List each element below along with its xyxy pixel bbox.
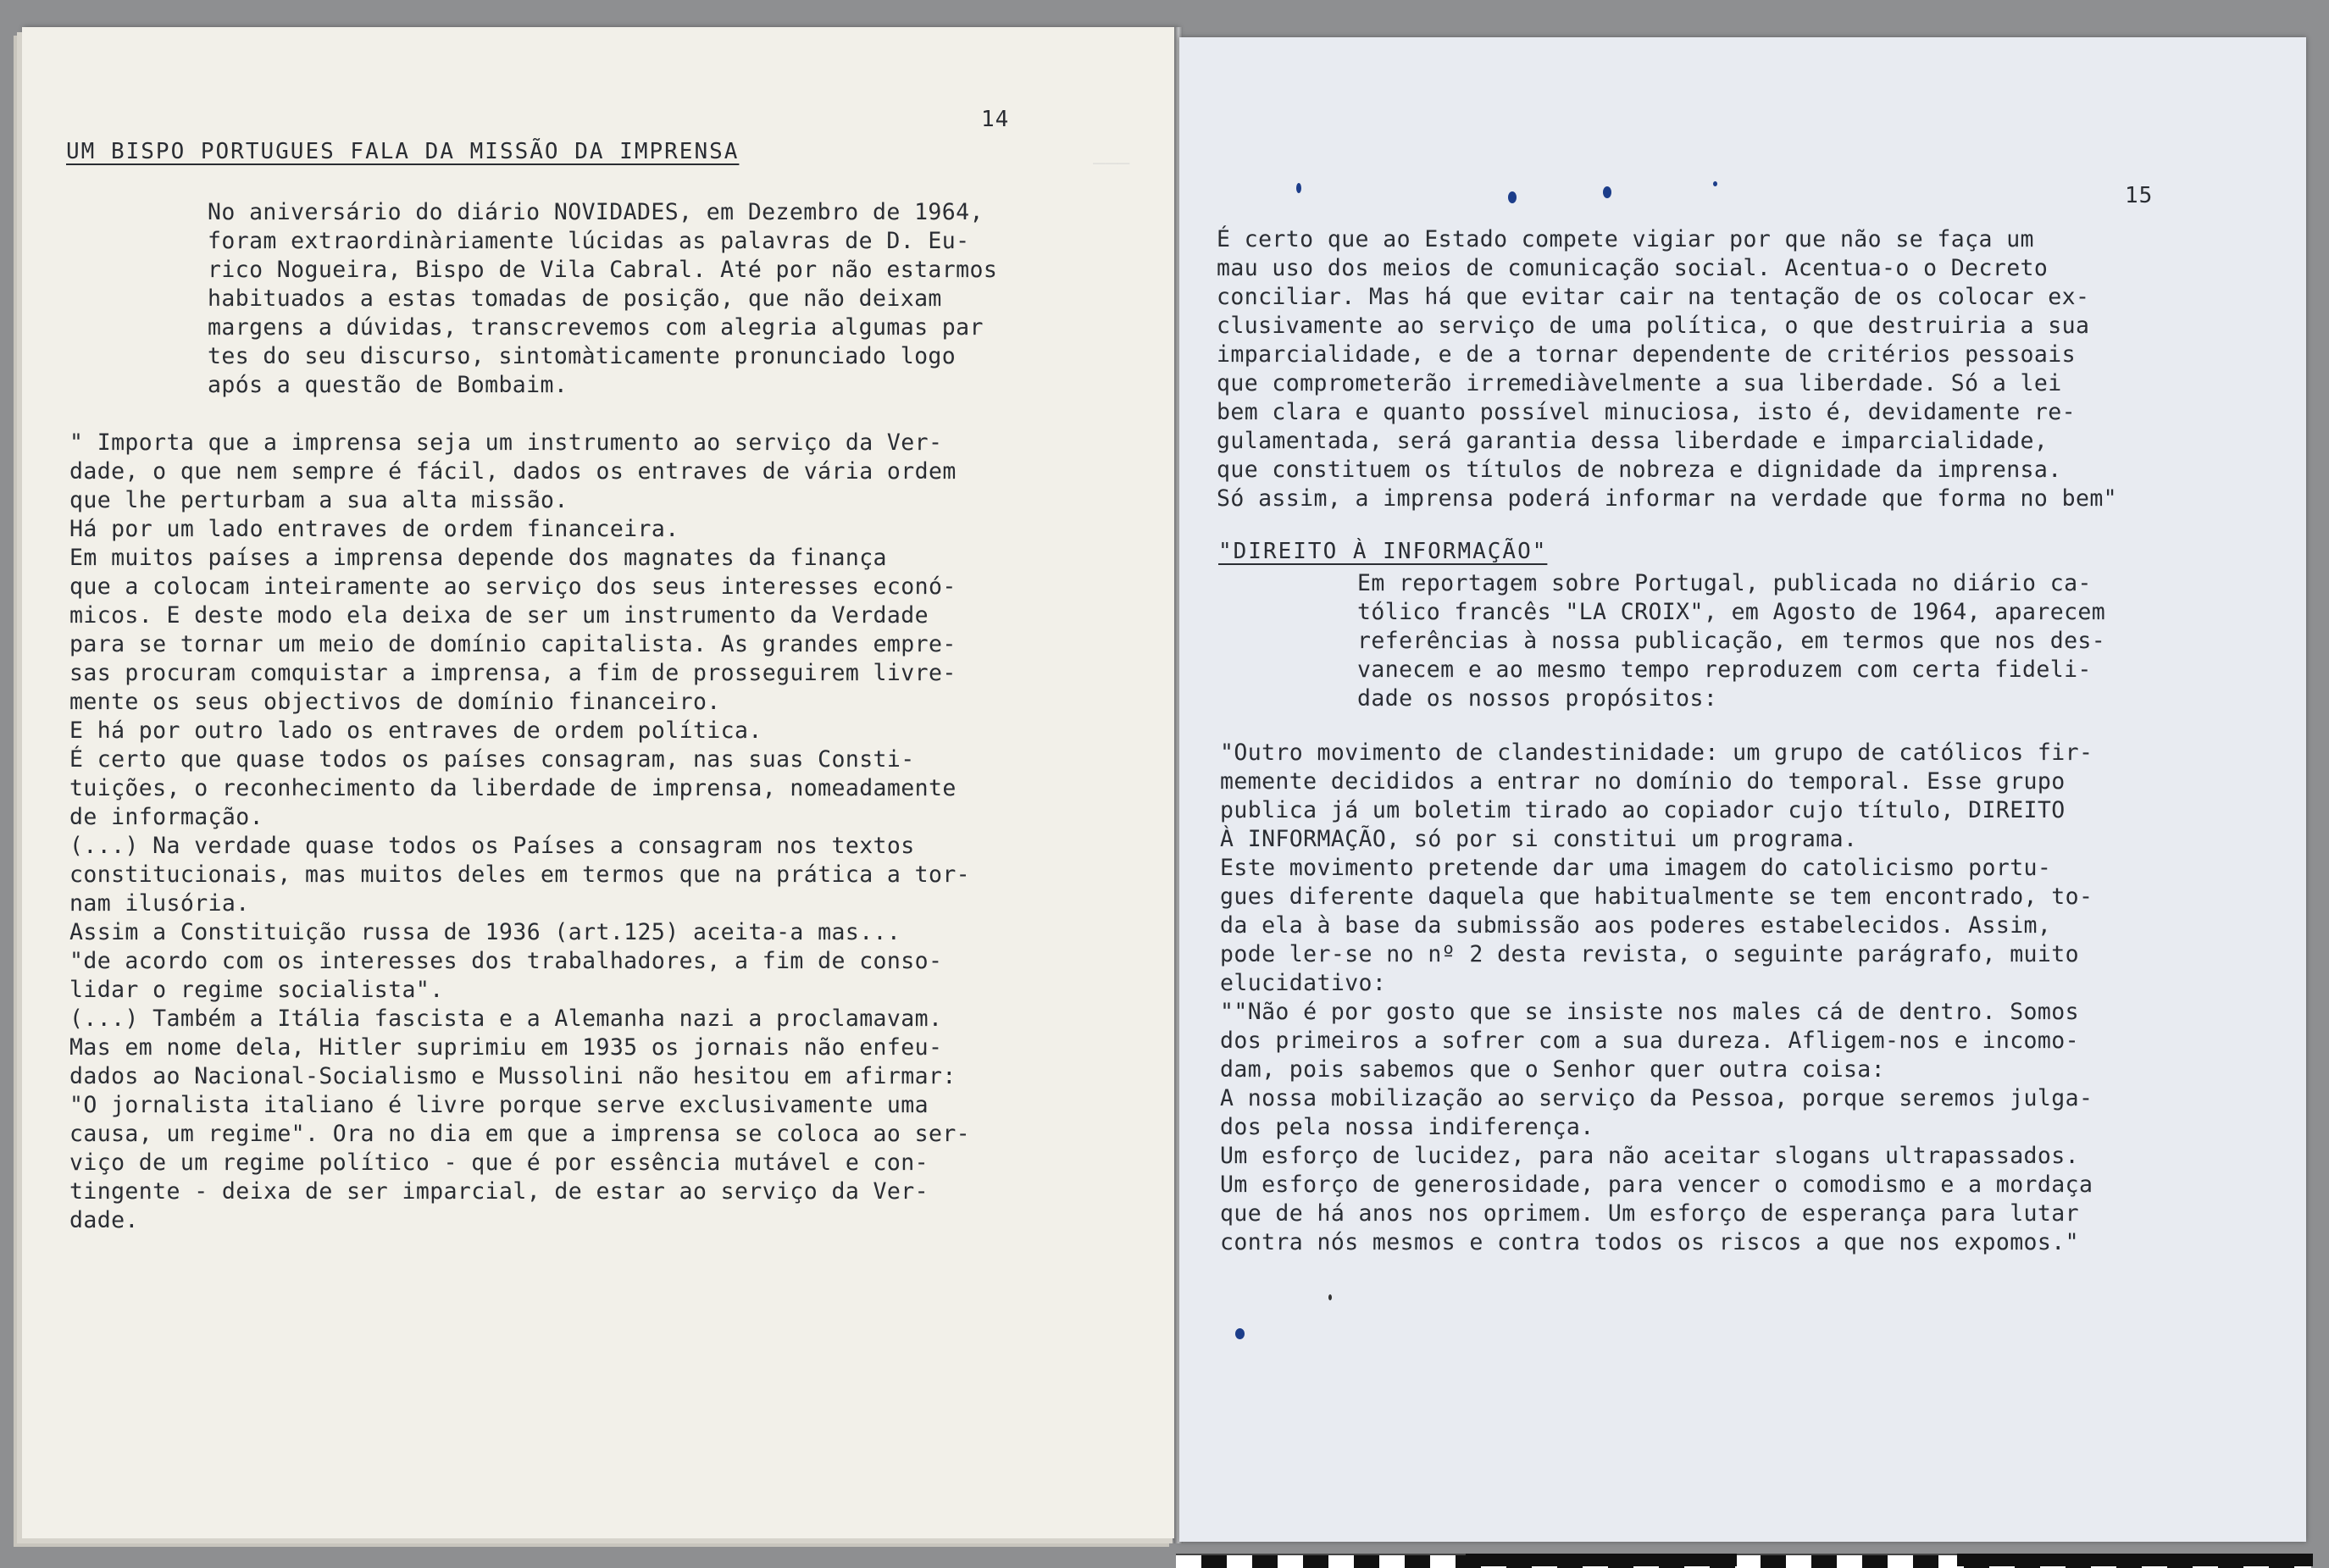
text-line: "de acordo com os interesses dos trabalhadores, a fim de conso- — [69, 948, 943, 974]
text-line: constitucionais, mas muitos deles em termos que na prática a tor- — [69, 862, 971, 888]
text-line: Há por um lado entraves de ordem financeira. — [69, 516, 679, 542]
ink-spot — [1235, 1328, 1245, 1339]
text-line: que a colocam inteiramente ao serviço dos seus interesses econó- — [69, 573, 957, 600]
text-line: mau uso dos meios de comunicação social. Acentua-o o Decreto — [1217, 255, 2049, 281]
ink-spot — [1508, 191, 1517, 203]
text-line: foram extraordinàriamente lúcidas as palavras de D. Eu- — [208, 228, 970, 254]
text-line: Mas em nome dela, Hitler suprimiu em 1935 os jornais não enfeu- — [69, 1034, 943, 1061]
text-line: No aniversário do diário NOVIDADES, em Dezembro de 1964, — [208, 199, 984, 225]
left-page-heading: UM BISPO PORTUGUES FALA DA MISSÃO DA IMPRENSA — [66, 139, 740, 164]
ink-spot — [1603, 186, 1611, 198]
text-line: É certo que quase todos os países consagram, nas suas Consti- — [69, 746, 915, 773]
text-line: para se tornar um meio de domínio capitalista. As grandes empre- — [69, 631, 957, 657]
text-line: Em muitos países a imprensa depende dos magnates da finança — [69, 545, 887, 571]
left-page-number: 14 — [981, 107, 1010, 132]
text-line: nam ilusória. — [69, 890, 250, 917]
text-line: tes do seu discurso, sintomàticamente pronunciado logo — [208, 343, 957, 369]
text-line: gulamentada, será garantia dessa liberdade e imparcialidade, — [1217, 428, 2049, 454]
text-line: dam, pois sabemos que o Senhor quer outra coisa: — [1220, 1056, 1886, 1083]
text-line: rico Nogueira, Bispo de Vila Cabral. Até por não estarmos — [208, 257, 998, 283]
bleed-through: ——— — [1093, 151, 1130, 175]
text-line: após a questão de Bombaim. — [208, 372, 568, 398]
text-line: tólico francês "LA CROIX", em Agosto de 1964, aparecem — [1357, 599, 2106, 625]
text-line: (...) Na verdade quase todos os Países a consagram nos textos — [69, 833, 915, 859]
text-line: Um esforço de generosidade, para vencer o comodismo e a mordaça — [1220, 1172, 2093, 1198]
right-page-number: 15 — [2125, 183, 2154, 208]
text-line: clusivamente ao serviço de uma política, o que destruiria a sua — [1217, 313, 2090, 339]
text-line: imparcialidade, e de a tornar dependente de critérios pessoais — [1217, 341, 2076, 368]
text-line: dados ao Nacional-Socialismo e Mussolini não hesitou em afirmar: — [69, 1063, 957, 1089]
text-line: de informação. — [69, 804, 263, 830]
text-line: dade. — [69, 1207, 139, 1233]
text-line: Assim a Constituição russa de 1936 (art.125) aceita-a mas... — [69, 919, 901, 945]
text-line: que constituem os títulos de nobreza e dignidade da imprensa. — [1217, 457, 2062, 483]
text-line: Um esforço de lucidez, para não aceitar slogans ultrapassados. — [1220, 1143, 2079, 1169]
text-line: publica já um boletim tirado ao copiador cujo título, DIREITO — [1220, 797, 2066, 823]
text-line: referências à nossa publicação, em termos que nos des- — [1357, 628, 2106, 654]
scan-scale-bar-segment — [1957, 1554, 2313, 1566]
text-line: dos primeiros a sofrer com a sua dureza. Afligem-nos e incomo- — [1220, 1028, 2079, 1054]
text-line: bem clara e quanto possível minuciosa, isto é, devidamente re- — [1217, 399, 2076, 425]
text-line: gues diferente daquela que habitualmente se tem encontrado, to- — [1220, 884, 2093, 910]
text-line: pode ler-se no nº 2 desta revista, o seguinte parágrafo, muito — [1220, 941, 2079, 967]
text-line: que lhe perturbam a sua alta missão. — [69, 487, 568, 513]
text-line: micos. E deste modo ela deixa de ser um instrumento da Verdade — [69, 602, 929, 629]
text-line: vanecem e ao mesmo tempo reproduzem com certa fideli- — [1357, 657, 2092, 683]
text-line: dade, o que nem sempre é fácil, dados os entraves de vária ordem — [69, 458, 957, 485]
text-line: "O jornalista italiano é livre porque serve exclusivamente uma — [69, 1092, 929, 1118]
text-line: (...) Também a Itália fascista e a Alemanha nazi a proclamavam. — [69, 1006, 943, 1032]
text-line: lidar o regime socialista". — [69, 977, 444, 1003]
text-line: À INFORMAÇÃO, só por si constitui um programa. — [1220, 826, 1858, 852]
text-line: habituados a estas tomadas de posição, que não deixam — [208, 285, 942, 312]
right-page-heading: "DIREITO À INFORMAÇÃO" — [1218, 539, 1548, 564]
ink-spot — [1328, 1294, 1332, 1300]
text-line: Só assim, a imprensa poderá informar na verdade que forma no bem" — [1217, 485, 2118, 512]
ink-spot — [1713, 181, 1717, 186]
text-line: dade os nossos propósitos: — [1357, 685, 1718, 712]
text-line: mente os seus objectivos de domínio financeiro. — [69, 689, 721, 715]
text-line: É certo que ao Estado compete vigiar por que não se faça um — [1217, 226, 2034, 252]
text-line: memente decididos a entrar no domínio do temporal. Esse grupo — [1220, 768, 2066, 795]
text-line: " Importa que a imprensa seja um instrumento ao serviço da Ver- — [69, 429, 943, 456]
text-line: da ela à base da submissão aos poderes estabelecidos. Assim, — [1220, 912, 2052, 939]
text-line: A nossa mobilização ao serviço da Pessoa, porque seremos julga- — [1220, 1085, 2093, 1111]
text-line: "Outro movimento de clandestinidade: um grupo de católicos fir- — [1220, 740, 2093, 766]
text-line: dos pela nossa indiferença. — [1220, 1114, 1594, 1140]
text-line: Este movimento pretende dar uma imagem do catolicismo portu- — [1220, 855, 2052, 881]
text-line: margens a dúvidas, transcrevemos com alegria algumas par — [208, 314, 984, 341]
text-line: elucidativo: — [1220, 970, 1387, 996]
text-line: tingente - deixa de ser imparcial, de estar ao serviço da Ver- — [69, 1178, 929, 1205]
scan-scale-bar-segment — [1466, 1554, 1737, 1566]
text-line: que de há anos nos oprimem. Um esforço de esperança para lutar — [1220, 1200, 2079, 1227]
text-line: tuições, o reconhecimento da liberdade de imprensa, nomeadamente — [69, 775, 957, 801]
text-line: ""Não é por gosto que se insiste nos males cá de dentro. Somos — [1220, 999, 2079, 1025]
text-line: conciliar. Mas há que evitar cair na tentação de os colocar ex- — [1217, 284, 2090, 310]
text-line: Em reportagem sobre Portugal, publicada no diário ca- — [1357, 570, 2092, 596]
text-line: que comprometerão irremediàvelmente a sua liberdade. Só a lei — [1217, 370, 2062, 396]
text-line: viço de um regime político - que é por essência mutável e con- — [69, 1150, 929, 1176]
ink-spot — [1296, 183, 1301, 193]
text-line: causa, um regime". Ora no dia em que a imprensa se coloca ao ser- — [69, 1121, 971, 1147]
text-line: sas procuram comquistar a imprensa, a fim de prosseguirem livre- — [69, 660, 957, 686]
text-line: E há por outro lado os entraves de ordem política. — [69, 718, 762, 744]
text-line: contra nós mesmos e contra todos os riscos a que nos expomos." — [1220, 1229, 2079, 1255]
